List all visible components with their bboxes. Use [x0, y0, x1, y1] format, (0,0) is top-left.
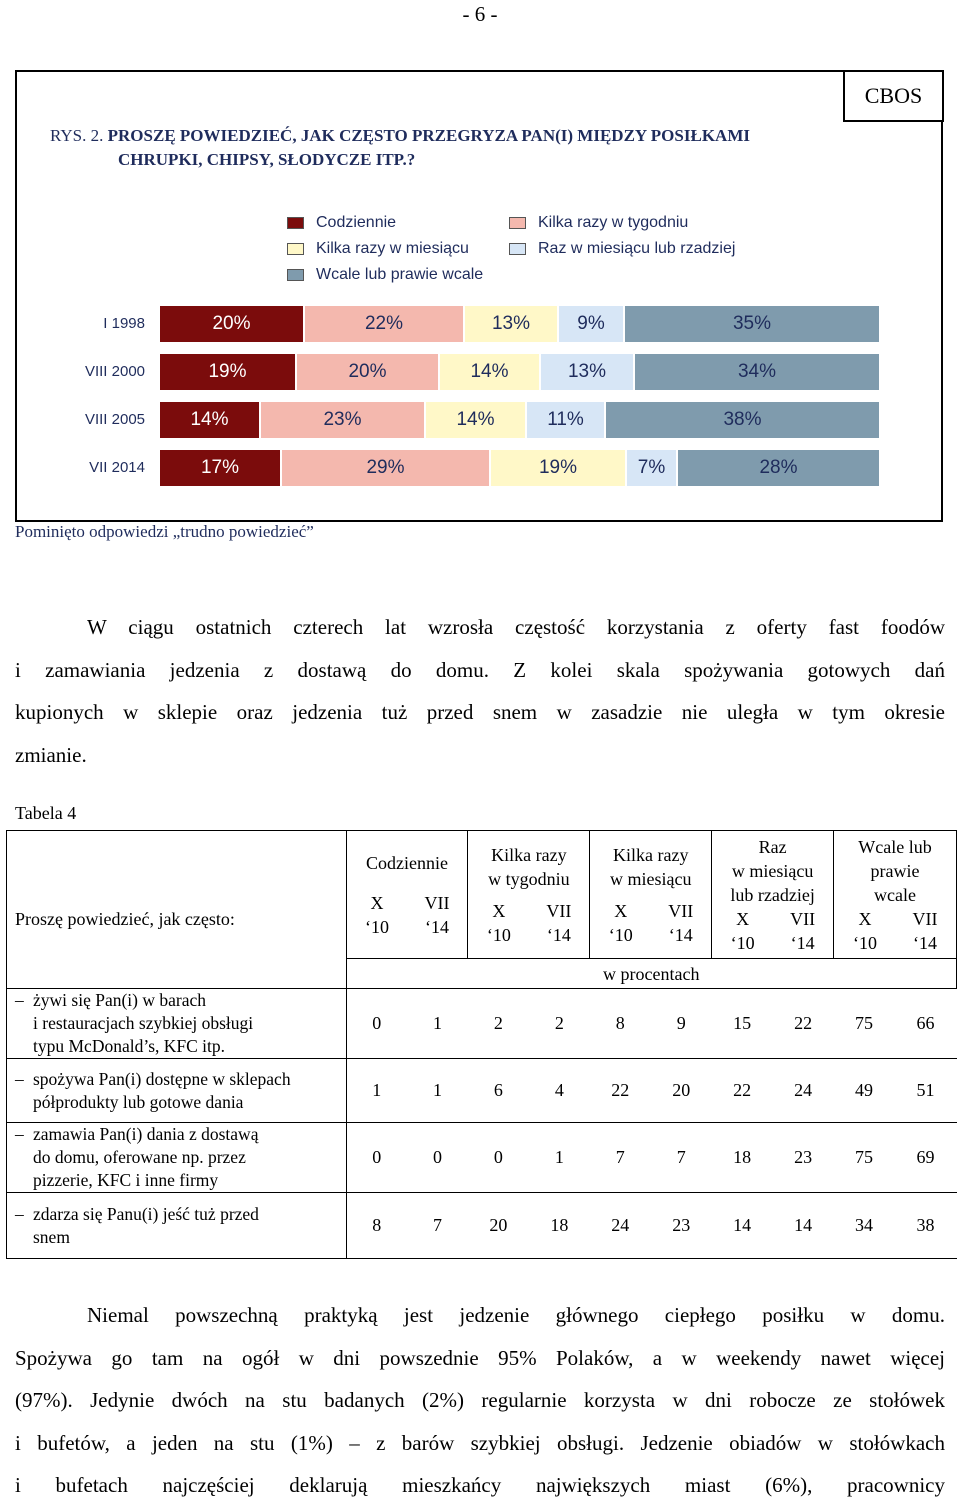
- row-label-line: snem: [33, 1226, 70, 1247]
- table-cell: 0: [468, 1123, 529, 1193]
- bar-segment: 35%: [625, 306, 879, 342]
- table-cell: 8: [590, 989, 651, 1059]
- col-sub-label: ‘14: [913, 932, 938, 953]
- paragraph-line: Spożywa go tam na ogół w dni powszednie 95% Polaków, a w weekendy nawet więcej: [15, 1345, 945, 1370]
- legend-label: Raz w miesiącu lub rzadziej: [538, 240, 736, 257]
- page-number: - 6 -: [462, 2, 498, 26]
- table-cell: 4: [529, 1059, 590, 1123]
- paragraph-line: kupionych w sklepie oraz jedzenia tuż przed snem w zasadzie nie uległa w tym okresie: [15, 700, 945, 724]
- paragraph-line: i bufetów, a jeden na stu (1%) – z barów szybkiej obsługi. Jedzenie obiadów w stołówkach: [15, 1430, 945, 1455]
- col-sub-label: ‘10: [853, 932, 878, 953]
- table-cell: 22: [712, 1059, 773, 1123]
- bar-segment: 13%: [465, 306, 559, 342]
- legend-swatch: [287, 217, 304, 229]
- table-cell: 7: [651, 1123, 712, 1193]
- col-sub-label: X: [736, 908, 750, 929]
- table-cell: 49: [834, 1059, 895, 1123]
- group-header-line: wcale: [874, 884, 917, 905]
- legend-label: Kilka razy w miesiącu: [316, 240, 469, 257]
- paragraph-line: i zamawiania jedzenia z dostawą do domu. Z kolei skala spożywania gotowych dań: [15, 657, 945, 682]
- table-cell: 1: [346, 1059, 407, 1123]
- table-cell: 23: [651, 1193, 712, 1259]
- table-row: [7, 1059, 957, 1123]
- table-cell: 1: [407, 1059, 468, 1123]
- table-cell: 1: [407, 989, 468, 1059]
- table-cell: 20: [651, 1059, 712, 1123]
- figure-label: RYS. 2.: [50, 126, 104, 145]
- row-label-line: do domu, oferowane np. przez: [33, 1147, 246, 1167]
- table-cell: 9: [651, 989, 712, 1059]
- stacked-bar: [160, 402, 879, 438]
- stacked-bar: [160, 354, 879, 390]
- table-cell: 14: [773, 1193, 834, 1259]
- legend-label: Codziennie: [316, 214, 397, 231]
- group-header-line: prawie: [870, 860, 920, 881]
- col-sub-label: X: [492, 900, 506, 921]
- table-cell: 66: [895, 989, 957, 1059]
- figure-note: Pominięto odpowiedzi „trudno powiedzieć”: [15, 522, 314, 541]
- bar-segment: 29%: [282, 450, 491, 486]
- table-cell: 1: [529, 1123, 590, 1193]
- group-header-line: Codziennie: [366, 852, 448, 873]
- table-cell: 6: [468, 1059, 529, 1123]
- table-cell: 8: [346, 1193, 407, 1259]
- bar-segment: 22%: [305, 306, 465, 342]
- table-cell: 7: [590, 1123, 651, 1193]
- table-cell: 2: [529, 989, 590, 1059]
- bar-segment: 28%: [678, 450, 879, 486]
- table-cell: 0: [346, 1123, 407, 1193]
- stacked-bar: [160, 450, 879, 486]
- paragraph-line: i bufetach najczęściej deklarują mieszkańcy największych miast (6%), pracownicy: [15, 1473, 945, 1497]
- row-label-line: i restauracjach szybkiej obsługi: [33, 1013, 254, 1033]
- bar-segment: 14%: [426, 402, 527, 438]
- group-header: [468, 831, 590, 959]
- row-label-line: – spożywa Pan(i) dostępne w sklepach: [15, 1068, 291, 1089]
- col-sub-label: ‘10: [730, 932, 755, 953]
- row-label-line: typu McDonald’s, KFC itp.: [33, 1036, 226, 1056]
- legend-item-rarely: [509, 240, 735, 258]
- bar-category-label: VII 2014: [89, 459, 145, 476]
- row-label-line: żywi się Pan(i) w barach: [33, 990, 206, 1010]
- question-cell: [7, 831, 347, 989]
- group-header-line: w miesiącu: [610, 868, 692, 889]
- legend-item-weekly: [509, 214, 688, 232]
- bar-segment: 38%: [606, 402, 879, 438]
- group-header: [712, 831, 834, 959]
- bar-segment: 9%: [559, 306, 625, 342]
- table-cell: 22: [590, 1059, 651, 1123]
- group-header: [834, 831, 957, 959]
- bar-segment: 20%: [297, 354, 440, 390]
- paragraph-line: W ciągu ostatnich czterech lat wzrosła częstość korzystania z oferty fast foodów: [87, 615, 945, 639]
- col-sub-label: VII: [424, 892, 450, 913]
- legend-item-never: [287, 266, 483, 284]
- bar-segment: 7%: [627, 450, 678, 486]
- table-row: [7, 1193, 957, 1259]
- table-cell: 15: [712, 989, 773, 1059]
- col-sub-label: VII: [546, 900, 572, 921]
- paragraph-2: [15, 1294, 945, 1507]
- group-header-line: Kilka razy: [491, 844, 567, 865]
- legend-item-daily: [287, 214, 396, 232]
- legend-swatch: [509, 243, 526, 255]
- figure-title-line1: PROSZĘ POWIEDZIEĆ, JAK CZĘSTO PRZEGRYZA PAN(I) MIĘDZY POSIŁKAMI: [107, 126, 750, 145]
- group-header-line: w tygodniu: [488, 868, 570, 889]
- bar-segment: 19%: [491, 450, 627, 486]
- row-label-line: – żywi się Pan(i) w barach: [15, 990, 206, 1010]
- paragraph-1: [15, 606, 945, 776]
- paragraph-line: (97%). Jedynie dwóch na stu badanych (2%) regularnie korzysta w dni robocze ze stołówek: [15, 1388, 945, 1412]
- group-header-line: Raz: [758, 836, 787, 857]
- bar-segment: 23%: [261, 402, 426, 438]
- row-label-cell: [7, 989, 347, 1059]
- table-cell: 24: [590, 1193, 651, 1259]
- bar-segment: 20%: [160, 306, 305, 342]
- row-label-cell: [7, 1123, 347, 1193]
- col-sub-label: ‘10: [486, 924, 511, 945]
- col-sub-label: X: [858, 908, 872, 929]
- table-cell: 75: [834, 1123, 895, 1193]
- bar-segment: 34%: [635, 354, 879, 390]
- question-text: Proszę powiedzieć, jak często:: [15, 909, 235, 929]
- table-cell: 51: [895, 1059, 957, 1123]
- group-header-line: Wcale lub: [858, 836, 932, 857]
- table-cell: 0: [346, 989, 407, 1059]
- table-caption: Tabela 4: [15, 803, 77, 823]
- bar-category-label: VIII 2000: [84, 363, 145, 380]
- data-table: [6, 830, 957, 1259]
- legend-swatch: [287, 243, 304, 255]
- table-row: [7, 1123, 957, 1193]
- col-sub-label: ‘14: [425, 916, 449, 937]
- bar-segment: 17%: [160, 450, 282, 486]
- row-label-line: spożywa Pan(i) dostępne w sklepach: [33, 1068, 291, 1089]
- table-cell: 24: [773, 1059, 834, 1123]
- table-cell: 18: [712, 1123, 773, 1193]
- bar-segment: 19%: [160, 354, 297, 390]
- table-row: [7, 989, 957, 1059]
- col-sub-label: ‘14: [790, 932, 815, 953]
- figure-title-line2: CHRUPKI, CHIPSY, SŁODYCZE ITP.?: [118, 150, 416, 169]
- row-label-cell: [7, 1193, 347, 1259]
- row-label-line: zdarza się Panu(i) jeść tuż przed: [33, 1203, 259, 1224]
- stacked-bar: [160, 306, 879, 342]
- col-sub-label: ‘10: [365, 916, 389, 937]
- bar-category-label: I 1998: [103, 315, 145, 332]
- legend-label: Kilka razy w tygodniu: [538, 214, 689, 231]
- group-header: [590, 831, 712, 959]
- row-label-line: pizzerie, KFC i inne firmy: [33, 1170, 219, 1190]
- row-label-line: zamawia Pan(i) dania z dostawą: [33, 1124, 259, 1144]
- bar-segment: 14%: [440, 354, 541, 390]
- paragraph-line: zmianie.: [15, 742, 87, 767]
- table-cell: 69: [895, 1123, 957, 1193]
- bar-category-label: VIII 2005: [84, 411, 145, 428]
- table-cell: 34: [834, 1193, 895, 1259]
- col-sub-label: X: [370, 892, 384, 913]
- source-badge: CBOS: [843, 70, 944, 122]
- col-sub-label: VII: [790, 908, 816, 929]
- figure-title: [50, 124, 830, 172]
- table-cell: 0: [407, 1123, 468, 1193]
- paragraph-line: Niemal powszechną praktyką jest jedzenie głównego ciepłego posiłku w domu.: [87, 1303, 945, 1327]
- legend-swatch: [287, 269, 304, 281]
- unit-label: w procentach: [346, 959, 956, 989]
- legend-swatch: [509, 217, 526, 229]
- legend-label: Wcale lub prawie wcale: [316, 266, 484, 283]
- table-cell: 7: [407, 1193, 468, 1259]
- bar-segment: 13%: [541, 354, 635, 390]
- group-header-line: w miesiącu: [731, 860, 814, 881]
- legend-item-monthly: [287, 240, 469, 258]
- row-label-line: półprodukty lub gotowe dania: [33, 1091, 244, 1112]
- col-sub-label: ‘14: [546, 924, 571, 945]
- row-label-cell: [7, 1059, 347, 1123]
- group-header-line: lub rzadziej: [730, 884, 815, 905]
- group-header-line: Kilka razy: [613, 844, 689, 865]
- col-sub-label: VII: [912, 908, 938, 929]
- table-cell: 23: [773, 1123, 834, 1193]
- bar-segment: 11%: [527, 402, 606, 438]
- col-sub-label: X: [614, 900, 628, 921]
- table-cell: 22: [773, 989, 834, 1059]
- col-sub-label: ‘14: [668, 924, 693, 945]
- table-cell: 38: [895, 1193, 957, 1259]
- col-sub-label: ‘10: [608, 924, 633, 945]
- table-cell: 2: [468, 989, 529, 1059]
- group-header: [346, 831, 468, 959]
- col-sub-label: VII: [668, 900, 694, 921]
- table-cell: 20: [468, 1193, 529, 1259]
- table-cell: 18: [529, 1193, 590, 1259]
- row-label-line: – zdarza się Panu(i) jeść tuż przed: [15, 1203, 259, 1224]
- row-label-line: – zamawia Pan(i) dania z dostawą: [15, 1124, 259, 1144]
- table-cell: 75: [834, 989, 895, 1059]
- table-cell: 14: [712, 1193, 773, 1259]
- bar-segment: 14%: [160, 402, 261, 438]
